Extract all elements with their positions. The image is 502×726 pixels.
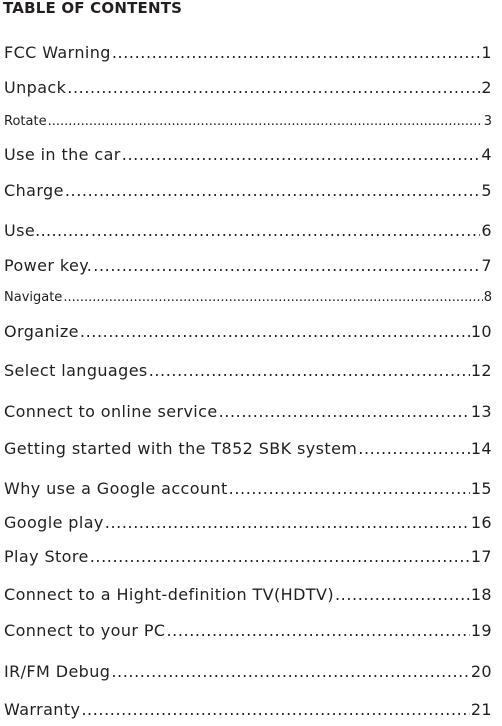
- dot-leader: [93, 256, 480, 276]
- toc-entry-title: Power key.: [4, 256, 93, 275]
- dot-leader: [149, 361, 470, 381]
- toc-entry-title: Charge: [4, 181, 64, 200]
- toc-entry-page: 4: [481, 145, 492, 164]
- dot-leader: [63, 288, 482, 308]
- toc-entry-rotate: [4, 112, 492, 132]
- toc-entry-google-play: [4, 513, 492, 533]
- toc-entry-page: 15: [470, 479, 492, 498]
- dot-leader: [122, 145, 481, 165]
- toc-entry-connect-pc: [4, 621, 492, 641]
- dot-leader: [358, 439, 470, 459]
- toc-entry-connect-online-service: [4, 402, 492, 422]
- toc-entry-warranty: [4, 700, 492, 720]
- toc-entry-navigate: [4, 288, 492, 308]
- toc-entry-title: Warranty: [4, 700, 81, 719]
- toc-entry-title: Organize: [4, 322, 79, 341]
- toc-entry-title: Google play: [4, 513, 104, 532]
- dot-leader: [219, 402, 470, 422]
- toc-entry-play-store: [4, 547, 492, 567]
- toc-entry-page: 5: [481, 181, 492, 200]
- toc-entry-unpack: [4, 78, 492, 98]
- dot-leader: [80, 322, 470, 342]
- toc-entry-page: 21: [470, 700, 492, 719]
- toc-entry-title: Getting started with the T852 SBK system: [4, 439, 358, 458]
- dot-leader: [112, 43, 481, 63]
- toc-entry-title: Why use a Google account: [4, 479, 228, 498]
- dot-leader: [335, 585, 470, 605]
- toc-entry-page: 7: [481, 256, 492, 275]
- dot-leader: [166, 621, 469, 641]
- toc-entry-use: [4, 221, 492, 241]
- toc-entry-why-google-account: [4, 479, 492, 499]
- toc-heading: TABLE OF CONTENTS: [3, 0, 183, 17]
- toc-entry-ir-fm-debug: [4, 662, 492, 682]
- toc-entry-title: Connect to your PC: [4, 621, 166, 640]
- toc-entry-page: 2: [481, 78, 492, 97]
- toc-entry-page: 16: [470, 513, 492, 532]
- dot-leader: [91, 221, 480, 241]
- dot-leader: [65, 181, 481, 201]
- toc-entry-title: Play Store: [4, 547, 89, 566]
- dot-leader: [48, 112, 483, 132]
- toc-entry-title: Use..........: [4, 221, 90, 240]
- dot-leader: [81, 700, 469, 720]
- toc-entry-title: Use in the car: [4, 145, 121, 164]
- toc-entry-title: Connect to online service: [4, 402, 218, 421]
- toc-entry-page: 18: [470, 585, 492, 604]
- toc-entry-title: IR/FM Debug: [4, 662, 111, 681]
- toc-entry-page: 12: [470, 361, 492, 380]
- toc-entry-connect-hdtv: [4, 585, 492, 605]
- toc-entry-page: 17: [470, 547, 492, 566]
- toc-entry-title: Unpack: [4, 78, 67, 97]
- toc-entry-page: 1: [481, 43, 492, 62]
- toc-entry-page: 8: [483, 290, 492, 305]
- toc-entry-power-key: [4, 256, 492, 276]
- toc-entry-fcc-warning: [4, 43, 492, 63]
- dot-leader: [105, 513, 470, 533]
- toc-entry-page: 19: [470, 621, 492, 640]
- toc-entry-title: Navigate: [4, 290, 63, 305]
- toc-entry-page: 3: [483, 114, 492, 129]
- toc-entry-charge: [4, 181, 492, 201]
- toc-entry-title: FCC Warning: [4, 43, 111, 62]
- toc-entry-title: Select languages: [4, 361, 148, 380]
- toc-entry-getting-started: [4, 439, 492, 459]
- toc-entry-title: Connect to a Hight-definition TV(HDTV): [4, 585, 334, 604]
- toc-entry-title: Rotate: [4, 114, 47, 129]
- dot-leader: [229, 479, 470, 499]
- toc-entry-page: 10: [470, 322, 492, 341]
- toc-entry-page: 14: [470, 439, 492, 458]
- toc-entry-page: 20: [470, 662, 492, 681]
- dot-leader: [90, 547, 470, 567]
- toc-entry-page: 13: [470, 402, 492, 421]
- toc-entry-page: 6: [481, 221, 492, 240]
- toc-entry-use-in-the-car: [4, 145, 492, 165]
- toc-entry-organize: [4, 322, 492, 342]
- toc-entry-select-languages: [4, 361, 492, 381]
- dot-leader: [67, 78, 480, 98]
- dot-leader: [111, 662, 469, 682]
